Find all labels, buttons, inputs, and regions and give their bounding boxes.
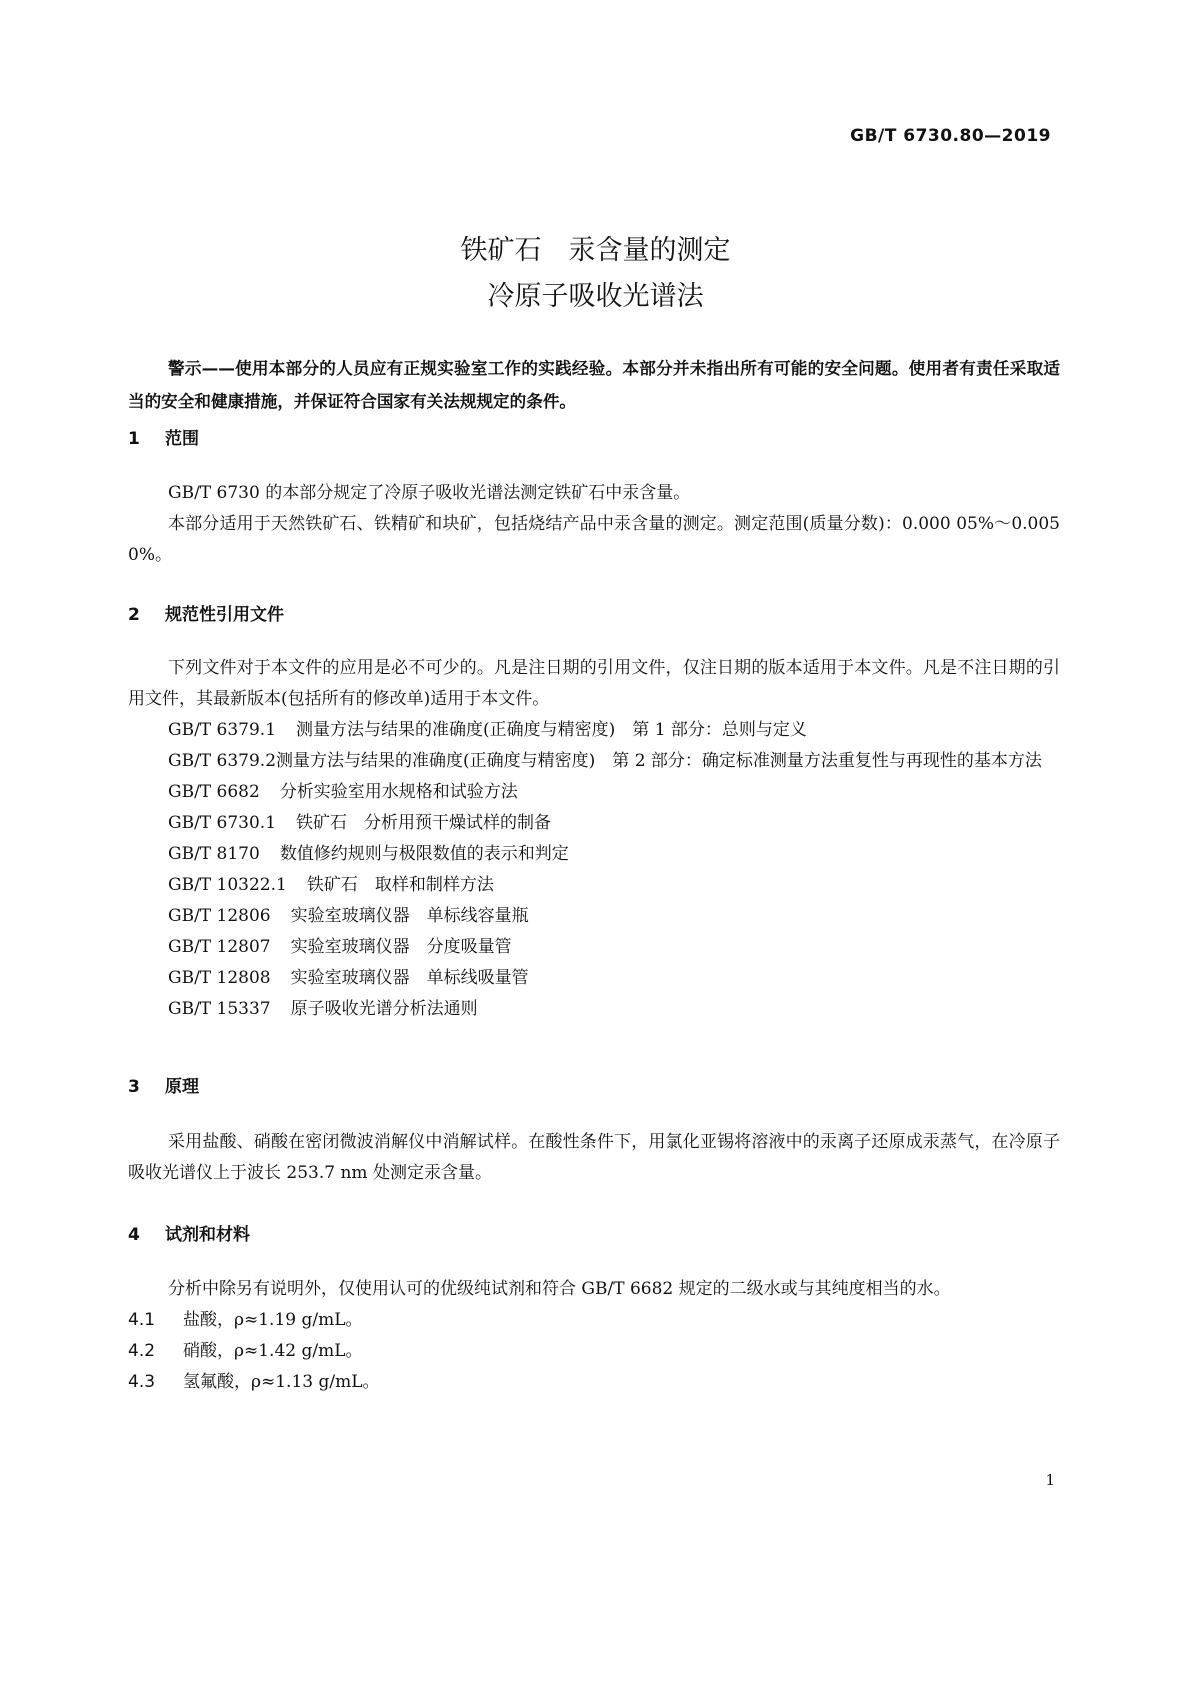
reference-item: GB/T 12806 实验室玻璃仪器 单标线容量瓶 <box>168 906 529 926</box>
section-1-body <box>128 478 1060 571</box>
section-2-heading <box>128 600 284 625</box>
reference-item: GB/T 8170 数值修约规则与极限数值的表示和判定 <box>168 844 569 864</box>
section-title: 范围 <box>165 429 199 449</box>
standard-code: GB/T 6730.80—2019 <box>850 126 1051 146</box>
section-3-body <box>128 1127 1060 1189</box>
paragraph: 分析中除另有说明外，仅使用认可的优级纯试剂和符合 GB/T 6682 规定的二级水或与其纯度相当的水。 <box>168 1279 951 1299</box>
reagent-item: 4.2 硝酸，ρ≈1.42 g/mL。 <box>128 1341 363 1361</box>
paragraph: 本部分适用于天然铁矿石、铁精矿和块矿，包括烧结产品中汞含量的测定。测定范围(质量分数)：0.000 05%～0.005 0%。 <box>128 514 1060 565</box>
title-line-1: 铁矿石 汞含量的测定 <box>460 235 731 266</box>
title-line-2: 冷原子吸收光谱法 <box>487 281 704 312</box>
reference-item: GB/T 6379.2测量方法与结果的准确度(正确度与精密度) 第 2 部分：确定标准测量方法重复性与再现性的基本方法 <box>168 751 1042 771</box>
reference-item: GB/T 12807 实验室玻璃仪器 分度吸量管 <box>168 937 512 957</box>
section-title: 原理 <box>165 1077 199 1097</box>
section-number: 1 <box>128 429 140 449</box>
reagent-item: 4.1 盐酸，ρ≈1.19 g/mL。 <box>128 1310 363 1330</box>
section-title: 规范性引用文件 <box>165 605 284 625</box>
document-title <box>0 228 1191 320</box>
paragraph: GB/T 6730 的本部分规定了冷原子吸收光谱法测定铁矿石中汞含量。 <box>168 483 691 503</box>
section-number: 4 <box>128 1225 140 1245</box>
page-number: 1 <box>1045 1471 1055 1489</box>
section-4-heading <box>128 1220 250 1245</box>
reference-item: GB/T 15337 原子吸收光谱分析法通则 <box>168 999 478 1019</box>
reference-item: GB/T 12808 实验室玻璃仪器 单标线吸量管 <box>168 968 529 988</box>
section-1-heading <box>128 424 199 449</box>
reference-item: GB/T 10322.1 铁矿石 取样和制样方法 <box>168 875 494 895</box>
reagent-item: 4.3 氢氟酸，ρ≈1.13 g/mL。 <box>128 1372 380 1392</box>
section-2-body <box>128 653 1060 1025</box>
section-number: 3 <box>128 1077 140 1097</box>
safety-warning: 警示——使用本部分的人员应有正规实验室工作的实践经验。本部分并未指出所有可能的安全问题。使用者有责任采取适当的安全和健康措施，并保证符合国家有关法规规定的条件。 <box>128 359 1060 411</box>
section-number: 2 <box>128 605 140 625</box>
section-4-body <box>128 1274 1060 1398</box>
section-3-heading <box>128 1072 199 1097</box>
paragraph: 采用盐酸、硝酸在密闭微波消解仪中消解试样。在酸性条件下，用氯化亚锡将溶液中的汞离子还原成汞蒸气，在冷原子吸收光谱仪上于波长 253.7 nm 处测定汞含量。 <box>128 1132 1060 1183</box>
section-title: 试剂和材料 <box>165 1225 250 1245</box>
reference-item: GB/T 6379.1 测量方法与结果的准确度(正确度与精密度) 第 1 部分：总则与定义 <box>168 720 807 740</box>
paragraph: 下列文件对于本文件的应用是必不可少的。凡是注日期的引用文件，仅注日期的版本适用于本文件。凡是不注日期的引用文件，其最新版本(包括所有的修改单)适用于本文件。 <box>128 658 1060 709</box>
reference-item: GB/T 6682 分析实验室用水规格和试验方法 <box>168 782 518 802</box>
reference-item: GB/T 6730.1 铁矿石 分析用预干燥试样的制备 <box>168 813 552 833</box>
